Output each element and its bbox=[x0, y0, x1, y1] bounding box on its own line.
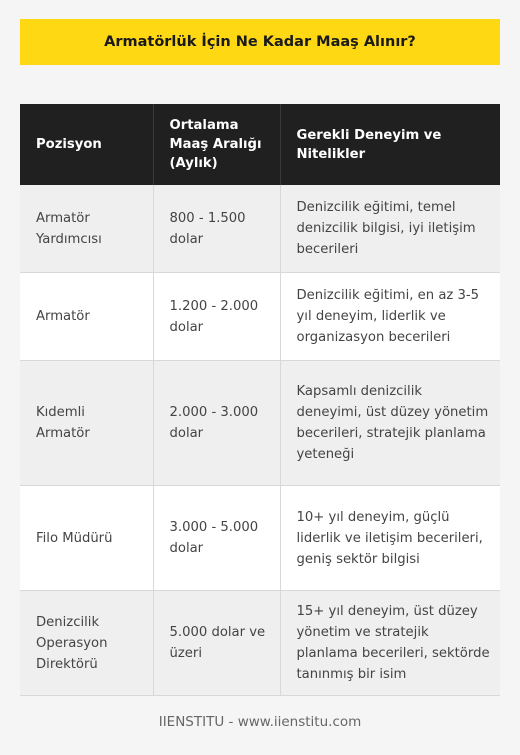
cell-requirements: Denizcilik eğitimi, en az 3-5 yıl deneyim, liderlik ve organizasyon becerileri bbox=[280, 273, 500, 361]
cell-requirements: Denizcilik eğitimi, temel denizcilik bilgisi, iyi iletişim becerileri bbox=[280, 185, 500, 273]
table-row bbox=[20, 361, 500, 486]
page-title: Armatörlük İçin Ne Kadar Maaş Alınır? bbox=[104, 34, 416, 50]
cell-requirements: 10+ yıl deneyim, güçlü liderlik ve iletişim becerileri, geniş sektör bilgisi bbox=[280, 486, 500, 591]
header-position: Pozisyon bbox=[20, 104, 153, 185]
table-row bbox=[20, 486, 500, 591]
table-row bbox=[20, 273, 500, 361]
cell-salary: 1.200 - 2.000 dolar bbox=[153, 273, 280, 361]
table-row bbox=[20, 185, 500, 273]
header-row bbox=[20, 104, 500, 185]
cell-salary: 3.000 - 5.000 dolar bbox=[153, 486, 280, 591]
cell-requirements: Kapsamlı denizcilik deneyimi, üst düzey yönetim becerileri, stratejik planlama yeteneği bbox=[280, 361, 500, 486]
table-row bbox=[20, 591, 500, 696]
table-body bbox=[20, 185, 500, 696]
table-header bbox=[20, 104, 500, 185]
footer-credit: IIENSTITU - www.iienstitu.com bbox=[158, 714, 362, 730]
header-requirements: Gerekli Deneyim ve Nitelikler bbox=[280, 104, 500, 185]
cell-salary: 5.000 dolar ve üzeri bbox=[153, 591, 280, 696]
header-salary: Ortalama Maaş Aralığı (Aylık) bbox=[153, 104, 280, 185]
salary-table bbox=[20, 104, 500, 696]
cell-position: Kıdemli Armatör bbox=[20, 361, 153, 486]
cell-salary: 800 - 1.500 dolar bbox=[153, 185, 280, 273]
cell-salary: 2.000 - 3.000 dolar bbox=[153, 361, 280, 486]
title-banner bbox=[20, 19, 500, 65]
cell-position: Armatör Yardımcısı bbox=[20, 185, 153, 273]
cell-position: Denizcilik Operasyon Direktörü bbox=[20, 591, 153, 696]
cell-position: Filo Müdürü bbox=[20, 486, 153, 591]
cell-position: Armatör bbox=[20, 273, 153, 361]
cell-requirements: 15+ yıl deneyim, üst düzey yönetim ve stratejik planlama becerileri, sektörde tanınmış bir isim bbox=[280, 591, 500, 696]
